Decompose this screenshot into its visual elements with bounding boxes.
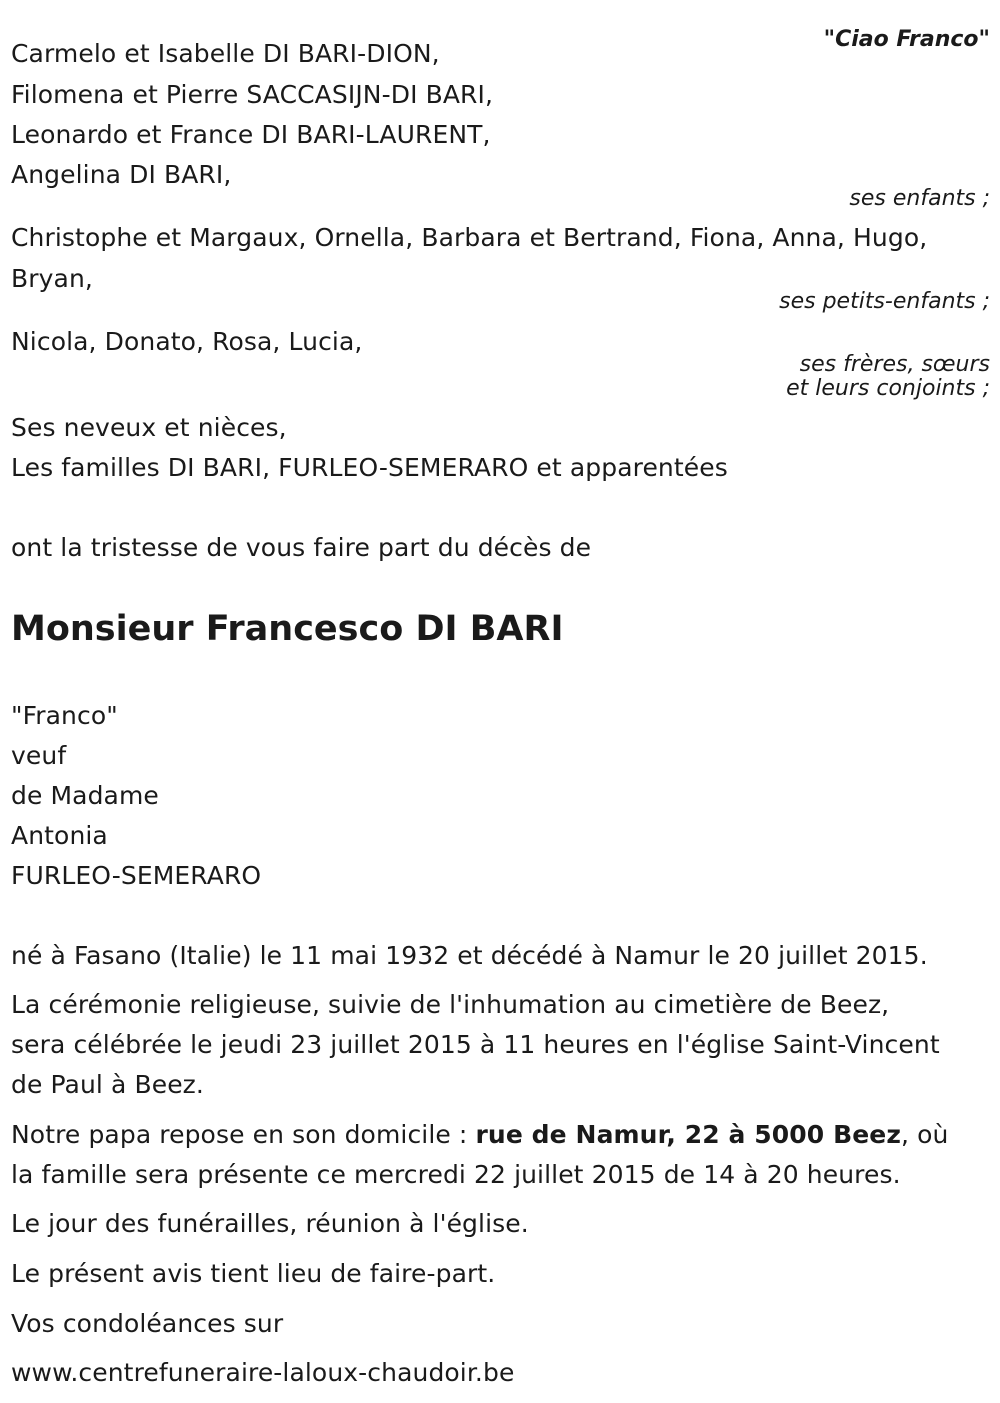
- role-grandchildren: ses petits-enfants ;: [779, 289, 990, 314]
- domicile-suffix: , où: [901, 1120, 949, 1149]
- child-line: Leonardo et France DI BARI-LAURENT,: [11, 120, 491, 149]
- website-link[interactable]: www.centrefuneraire-laloux-chaudoir.be: [11, 1358, 515, 1387]
- birth-death: né à Fasano (Italie) le 11 mai 1932 et décédé à Namur le 20 juillet 2015.: [11, 941, 928, 970]
- domicile-line-2: la famille sera présente ce mercredi 22 juillet 2015 de 14 à 20 heures.: [11, 1160, 901, 1189]
- closing-line: Vos condoléances sur: [11, 1309, 284, 1338]
- closing-line: Le présent avis tient lieu de faire-part.: [11, 1259, 496, 1288]
- motto: "Ciao Franco": [823, 27, 990, 52]
- closing-line: Le jour des funérailles, réunion à l'église.: [11, 1209, 529, 1238]
- grandchild-line: Bryan,: [11, 264, 93, 293]
- domicile-prefix: Notre papa repose en son domicile :: [11, 1120, 476, 1149]
- child-line: Angelina DI BARI,: [11, 160, 232, 189]
- domicile-line: [11, 1120, 948, 1150]
- role-children: ses enfants ;: [849, 186, 990, 211]
- child-line: Filomena et Pierre SACCASIJN-DI BARI,: [11, 80, 494, 109]
- ceremony-line: de Paul à Beez.: [11, 1070, 204, 1099]
- deceased-name: Monsieur Francesco DI BARI: [11, 609, 564, 649]
- deceased-detail: Antonia: [11, 821, 108, 850]
- domicile-address: rue de Namur, 22 à 5000 Beez: [475, 1120, 902, 1149]
- deceased-detail: "Franco": [11, 701, 118, 730]
- child-line: Carmelo et Isabelle DI BARI-DION,: [11, 39, 440, 68]
- deceased-detail: de Madame: [11, 781, 159, 810]
- announcement: ont la tristesse de vous faire part du décès de: [11, 533, 592, 562]
- family-line: Ses neveux et nièces,: [11, 413, 287, 442]
- family-line: Les familles DI BARI, FURLEO-SEMERARO et apparentées: [11, 453, 728, 482]
- deceased-detail: veuf: [11, 741, 67, 770]
- role-siblings: ses frères, sœurs: [799, 352, 990, 377]
- siblings-line: Nicola, Donato, Rosa, Lucia,: [11, 327, 363, 356]
- ceremony-line: La cérémonie religieuse, suivie de l'inhumation au cimetière de Beez,: [11, 990, 890, 1019]
- grandchild-line: Christophe et Margaux, Ornella, Barbara et Bertrand, Fiona, Anna, Hugo,: [11, 223, 928, 252]
- deceased-detail: FURLEO-SEMERARO: [11, 861, 262, 890]
- ceremony-line: sera célébrée le jeudi 23 juillet 2015 à 11 heures en l'église Saint-Vincent: [11, 1030, 940, 1059]
- role-siblings: et leurs conjoints ;: [786, 376, 990, 401]
